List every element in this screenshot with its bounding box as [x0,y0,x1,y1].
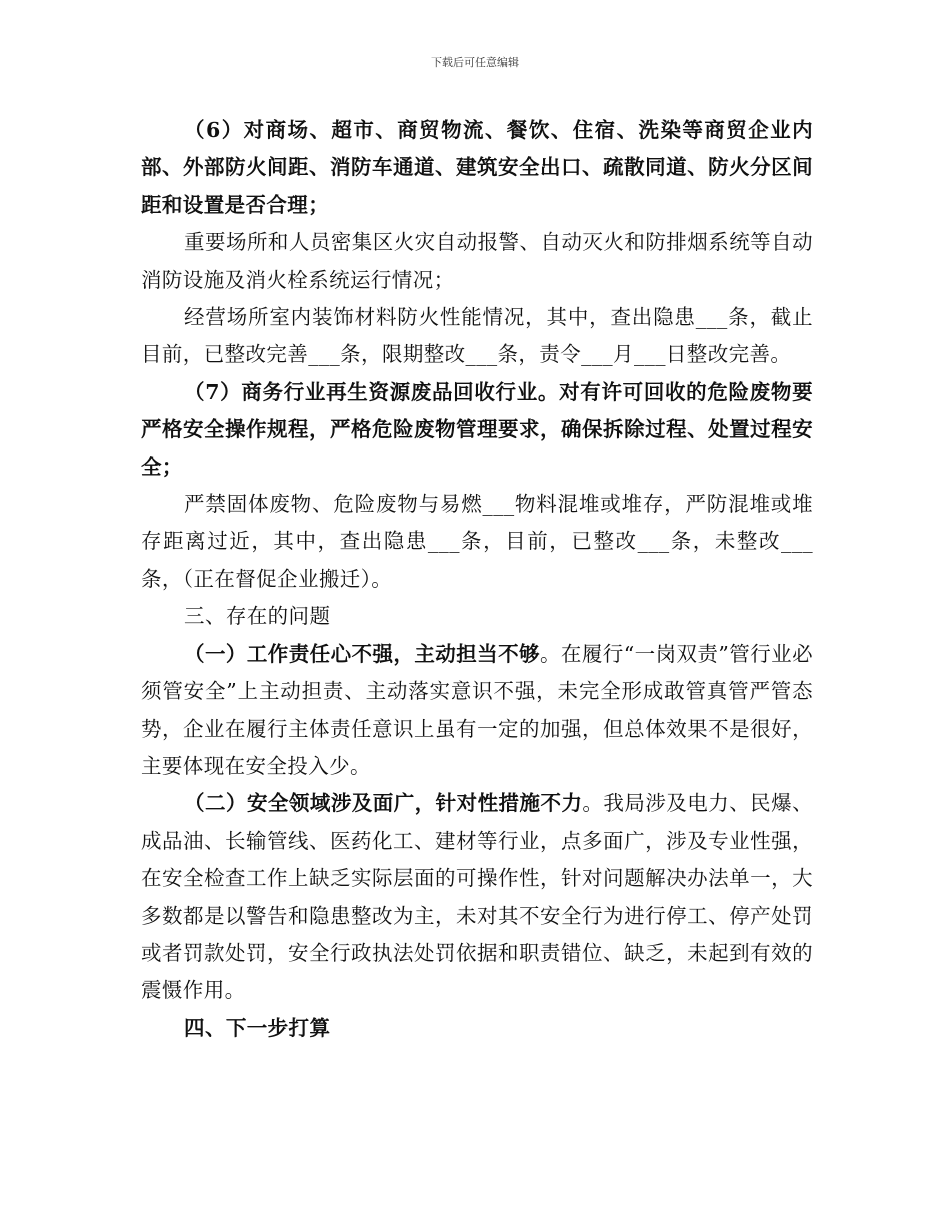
next-steps-heading: 四、下一步打算 [184,1015,331,1040]
problems-heading: 三、存在的问题 [184,604,331,629]
section-6-heading: （6）对商场、超市、商贸物流、餐饮、住宿、洗染等商贸企业内部、外部防火间距、消防车通道、建筑安全出口、疏散同道、防火分区间距和设置是否合理； [141,118,813,217]
section-6-paragraph-2: 经营场所室内装饰材料防火性能情况，其中，查出隐患___条，截止目前，已整改完善___条，限期整改___条，责令___月___日整改完善。 [141,305,813,367]
section-7-heading: （7）商务行业再生资源废品回收行业。对有许可回收的危险废物要严格安全操作规程，严格危险废物管理要求，确保拆除过程、处置过程安全； [141,379,813,479]
section-7-paragraph-1: 严禁固体废物、危险废物与易燃___物料混堆或堆存，严防混堆或堆存距离过近，其中，查出隐患___条，目前，已整改___条，未整改___条，（正在督促企业搬迁）。 [141,492,813,591]
section-6-paragraph-1: 重要场所和人员密集区火灾自动报警、自动灭火和防排烟系统等自动消防设施及消火栓系统运行情况； [141,230,813,292]
document-body [141,112,813,1047]
page-header: 下载后可任意编辑 [431,56,519,69]
problem-item-1 [141,636,813,786]
problem-item-2-text: 。我局涉及电力、民爆、成品油、长输管线、医药化工、建材等行业，点多面广，涉及专业性强，在安全检查工作上缺乏实际层面的可操作性，针对问题解决办法单一，大多数都是以警告和隐患整改为主，未对其不安全行为进行停工、停产处罚或者罚款处罚，安全行政执法处罚依据和职责错位、缺乏，未起到有效的震慑作用。 [141,791,813,1003]
problem-item-1-text: 。在履行“一岗双责”管行业必须管安全”上主动担责、主动落实意识不强，未完全形成敢管真管严管态势，企业在履行主体责任意识上虽有一定的加强，但总体效果不是很好，主要体现在安全投入少。 [141,641,813,778]
problem-item-2 [141,785,813,1009]
problem-item-1-title: （一）工作责任心不强，主动担当不够 [184,641,540,666]
problem-item-2-title: （二）安全领域涉及面广，针对性措施不力 [184,791,583,816]
